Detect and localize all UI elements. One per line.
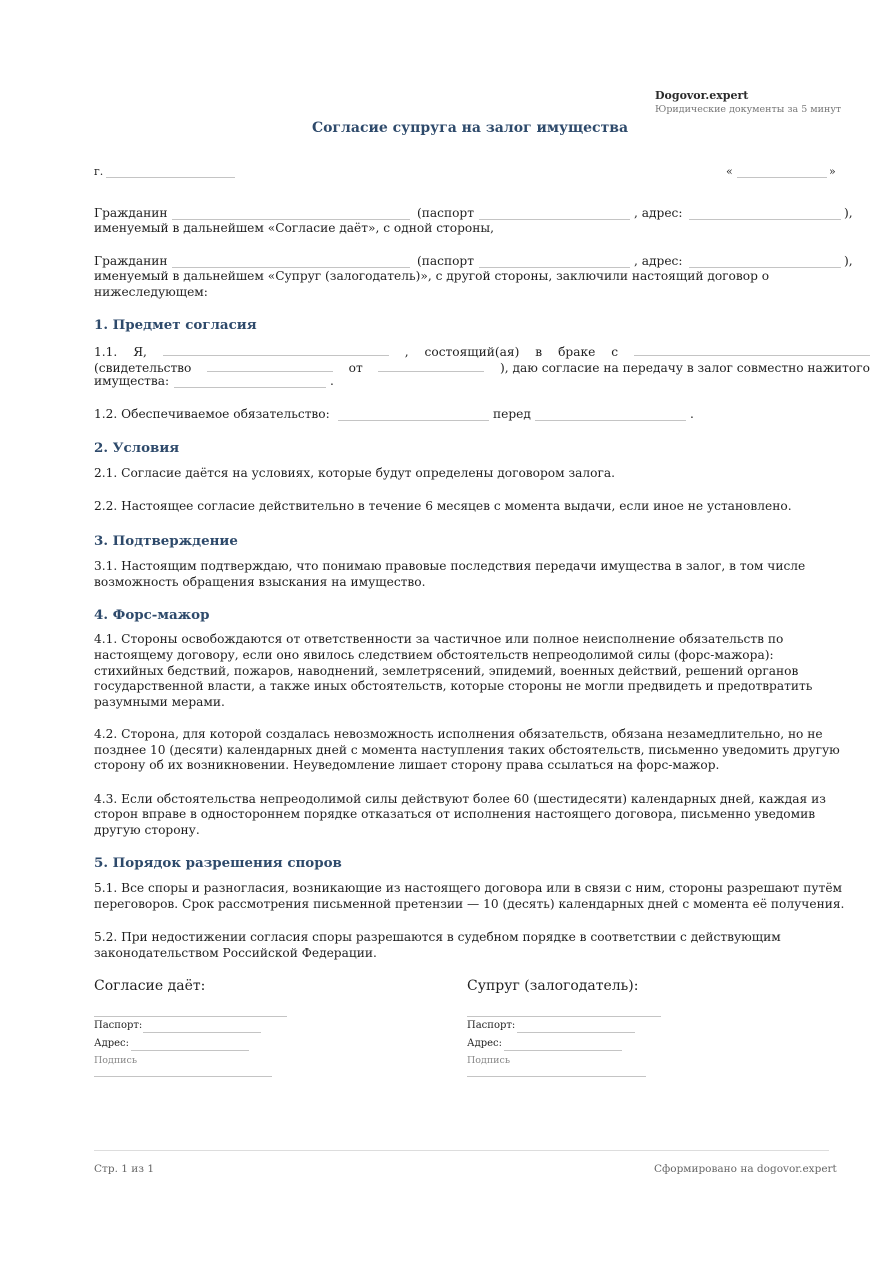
section-1-heading: 1. Предмет согласия	[94, 317, 257, 333]
clause-4-2-line: сторону об их возникновении. Неуведомление лишает сторону права ссылаться на форс-мажор.	[94, 758, 720, 772]
clause-2-2: 2.2. Настоящее согласие действительно в течение 6 месяцев с момента выдачи, если иное не установлено.	[94, 499, 792, 513]
party2-role: именуемый в дальнейшем «Супруг (залогодатель)», с другой стороны, заключили настоящий договор о	[94, 269, 770, 283]
clause-4-1-line: 4.1. Стороны освобождаются от ответственности за частичное или полное неисполнение обязательств по	[94, 632, 784, 646]
clause-5-1-line: переговоров. Срок рассмотрения письменной претензии — 10 (десять) календарных дней с момента её получения.	[94, 897, 845, 911]
clause-5-2-line: законодательством Российской Федерации.	[94, 946, 377, 960]
clause-3-1: 3.1. Настоящим подтверждаю, что понимаю правовые последствия передачи имущества в залог, в том числе	[94, 559, 806, 573]
clause-5-1-line: 5.1. Все споры и разногласия, возникающие из настоящего договора или в связи с ним, стороны разрешают путём	[94, 881, 843, 895]
party2-address-label: , адрес:	[634, 254, 683, 268]
brand-name: Dogovor.expert	[655, 89, 749, 102]
signature-left-passport-label: Паспорт:	[94, 1020, 143, 1031]
party1-label: Гражданин	[94, 206, 168, 220]
certificate-from-label: от	[348, 360, 363, 375]
creditor-field[interactable]	[535, 420, 686, 421]
party2-address-field[interactable]	[689, 267, 841, 268]
property-end: .	[330, 374, 334, 388]
footer-page-number: Стр. 1 из 1	[94, 1163, 155, 1175]
clause-1-1-word: с	[611, 345, 619, 359]
certificate-date-field[interactable]	[378, 359, 484, 372]
signature-left-heading: Согласие даёт:	[94, 978, 206, 994]
certificate-label: (свидетельство	[94, 360, 192, 375]
property-field[interactable]	[174, 387, 326, 388]
clause-1-1-comma: ,	[404, 345, 409, 359]
signature-right-name-field[interactable]	[467, 1016, 661, 1017]
section-3-heading: 3. Подтверждение	[94, 533, 238, 549]
section-4-heading: 4. Форс-мажор	[94, 607, 210, 623]
clause-4-2-line: 4.2. Сторона, для которой создалась невозможность исполнения обязательств, обязана незамедлительно, но не	[94, 727, 823, 741]
clause-5-2-line: 5.2. При недостижении согласия споры разрешаются в судебном порядке в соответствии с действующим	[94, 930, 781, 944]
party2-passport-field[interactable]	[479, 267, 630, 268]
clause-2-1: 2.1. Согласие даётся на условиях, которые будут определены договором залога.	[94, 466, 616, 480]
certificate-number-field[interactable]	[207, 359, 333, 372]
party2-role-cont: нижеследующем:	[94, 285, 208, 299]
signature-left-passport-field[interactable]	[143, 1032, 261, 1033]
signature-right-passport-label: Паспорт:	[467, 1020, 516, 1031]
city-field[interactable]	[106, 177, 235, 178]
party2-close: ),	[844, 254, 853, 268]
clause-1-1-word: состоящий(ая)	[424, 345, 520, 359]
clause-4-3-line: другую сторону.	[94, 823, 200, 837]
signature-right-passport-field[interactable]	[517, 1032, 635, 1033]
spouse2-name-field[interactable]	[634, 343, 870, 356]
clause-1-1-word: в	[535, 345, 543, 359]
footer-generated: Сформировано на dogovor.expert	[654, 1163, 837, 1175]
signature-right-address-label: Адрес:	[467, 1038, 503, 1049]
party2-name-field[interactable]	[172, 267, 410, 268]
clause-1-1-num: 1.1.	[94, 345, 118, 359]
city-prefix: г.	[94, 165, 104, 178]
clause-1-2-end: .	[690, 407, 694, 421]
party1-role: именуемый в дальнейшем «Согласие даёт», с одной стороны,	[94, 221, 494, 235]
clause-1-2: 1.2. Обеспечиваемое обязательство:	[94, 407, 330, 421]
clause-4-3-line: сторон вправе в одностороннем порядке отказаться от исполнения настоящего договора, письменно уведомив	[94, 807, 816, 821]
obligation-field[interactable]	[338, 420, 489, 421]
clause-4-1-line: стихийных бедствий, пожаров, наводнений, землетрясений, эпидемий, военных действий, решений органов	[94, 664, 799, 678]
clause-4-1-line: настоящему договору, если оно явилось следствием обстоятельств непреодолимой силы (форс-мажора):	[94, 648, 774, 662]
spouse1-name-field[interactable]	[163, 343, 389, 356]
date-open-quote: «	[726, 165, 733, 178]
party1-address-field[interactable]	[689, 219, 841, 220]
document-title: Согласие супруга на залог имущества	[311, 120, 629, 136]
signature-right-heading: Супруг (залогодатель):	[467, 978, 639, 994]
brand-tagline: Юридические документы за 5 минут	[655, 104, 842, 115]
section-5-heading: 5. Порядок разрешения споров	[94, 855, 342, 871]
clause-4-1-line: государственной власти, а также иных обстоятельств, которые стороны не могли предвидеть и предотвратить	[94, 679, 813, 693]
party1-passport-label: (паспорт	[417, 206, 474, 220]
clause-1-1	[94, 343, 870, 374]
party1-name-field[interactable]	[172, 219, 410, 220]
signature-left-address-label: Адрес:	[94, 1038, 130, 1049]
signature-left-sign-field[interactable]	[94, 1076, 272, 1077]
clause-1-1-word: Я,	[133, 345, 147, 359]
signature-right-sign-label: Подпись	[467, 1055, 511, 1066]
footer-divider	[94, 1150, 829, 1151]
signature-left-name-field[interactable]	[94, 1016, 287, 1017]
signature-left-sign-label: Подпись	[94, 1055, 138, 1066]
party1-address-label: , адрес:	[634, 206, 683, 220]
section-2-heading: 2. Условия	[94, 440, 180, 456]
clause-1-1-word: браке	[558, 345, 596, 359]
party2-passport-label: (паспорт	[417, 254, 474, 268]
clause-1-1-consent: ), даю согласие на передачу в залог совместно нажитого	[499, 360, 870, 375]
date-field[interactable]	[737, 177, 827, 178]
signature-left-address-field[interactable]	[131, 1050, 249, 1051]
clause-4-1-line: разумными мерами.	[94, 695, 225, 709]
party1-passport-field[interactable]	[479, 219, 630, 220]
clause-1-2-before: перед	[493, 407, 531, 421]
clause-4-2-line: позднее 10 (десяти) календарных дней с момента наступления таких обстоятельств, письменно уведомить другую	[94, 743, 840, 757]
signature-right-address-field[interactable]	[504, 1050, 622, 1051]
clause-3-1-cont: возможность обращения взыскания на имущество.	[94, 575, 426, 589]
party2-label: Гражданин	[94, 254, 168, 268]
clause-4-3-line: 4.3. Если обстоятельства непреодолимой силы действуют более 60 (шестидесяти) календарных дней, каждая из	[94, 792, 826, 806]
date-close-quote: »	[829, 165, 836, 178]
signature-right-sign-field[interactable]	[467, 1076, 646, 1077]
property-label: имущества:	[94, 374, 170, 388]
party1-close: ),	[844, 206, 853, 220]
